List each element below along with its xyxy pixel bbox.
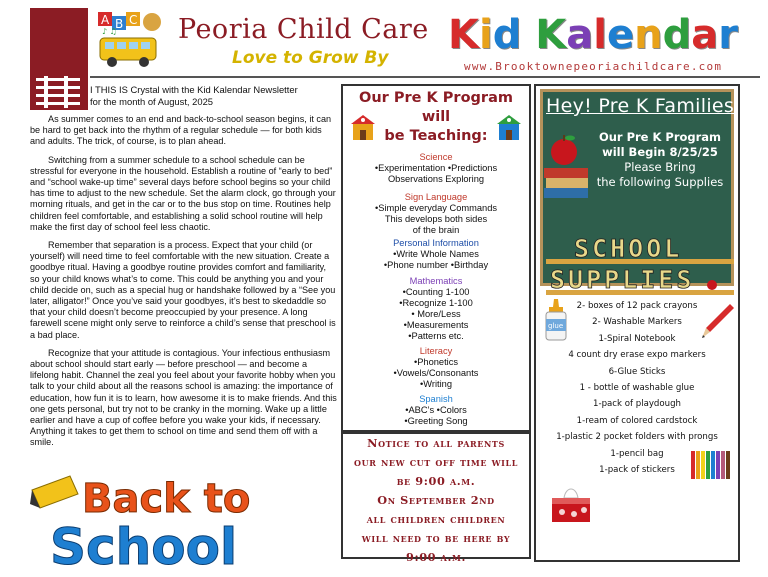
section-line: •Experimentation •Predictions [374,163,498,173]
section-line: Observations Exploring [387,174,485,184]
section-heading: Spanish [419,394,453,404]
section-line: • More/Less [411,309,461,319]
title-letter [521,12,535,58]
title-letter: d [492,12,522,58]
schoolhouse-icon [350,114,376,147]
abc-bus-logo [92,8,168,74]
tagline: Love to Grow By [232,48,389,68]
chalkboard-title: Hey! Pre K Families [546,95,735,117]
program-title-line: Our Pre K Program will [359,90,513,125]
section-heading: Science [419,152,453,162]
supply-item: 1-plastic 2 pocket folders with prongs [556,432,718,443]
title-letter: n [634,12,663,58]
chalk-line: Please Bring [624,160,696,174]
section-line: •Greeting Song [404,416,468,426]
section-line: •Patterns etc. [408,331,464,341]
notice-line: be 9:00 a.m. [396,474,476,488]
art-line-2: School [50,518,238,570]
notice-line: will need to be here by [361,531,511,545]
program-section [343,238,529,271]
supply-item: 1-pack of playdough [593,399,681,410]
section-line: •Recognize 1-100 [399,298,473,308]
supply-item: 4 count dry erase expo markers [568,350,706,361]
supplies-row-1: SCHOOL [574,234,683,263]
section-line: •Phone number •Birthday [383,260,489,270]
apple-books-icon [542,132,590,204]
section-line: •ABC’s •Colors [405,405,467,415]
section-line: This develops both sides [384,214,488,224]
header-red-block [30,74,88,110]
back-to-school-art [30,470,344,570]
chalk-line: the following Supplies [596,175,724,189]
cutoff-notice [343,434,529,567]
chalk-line: Our Pre K Program [598,130,722,144]
header-divider [90,76,760,78]
title-letter: i [479,12,493,58]
website-link[interactable]: www.Brooktownepeoriachildcare.com [464,60,723,73]
title-letter: l [593,12,608,58]
center-name: Peoria Child Care [178,14,429,45]
supplies-row-2: SUPPLIES [550,265,695,294]
section-line: •Simple everyday Commands [374,203,498,213]
header-red-bar [30,8,88,74]
intro-line: for the month of August, 2025 [90,96,214,107]
supply-item: 1-Spiral Notebook [598,333,676,344]
article-paragraph: Recognize that your attitude is contagious. Your infectious enthusiasm about school should start early — before preschool — and become a lifelong habit. Channel the zeal you feel about your favorite hobby when you talk to your child about all the reasons school is amazing: the importance of education, how fun it is to learn, how awesome it is to make friends. And this one gets personal, but try not to be cranky in the morning. Wake up a little earlier and have a cup of coffee before you wake your kids, if necessary. Anything it takes to get them to school on time and send them off with a smile. [30,347,337,448]
section-heading: Mathematics [409,276,463,286]
bar-lines-decoration [30,74,88,110]
notice-line: Notice to all parents [367,436,505,450]
article-body [30,114,338,456]
chalk-line: will Begin 8/25/25 [602,145,718,159]
supply-item: 1-ream of colored cardstock [576,415,698,426]
notice-line: our new cut off time will [354,455,518,469]
title-letter: a [566,12,594,58]
newsletter-title [448,12,738,58]
supply-item: 6-Glue Sticks [608,366,666,377]
title-letter: K [448,12,479,58]
section-heading: Literacy [419,346,453,356]
program-section [343,152,529,185]
svg-text:B: B [115,17,124,31]
supply-item: 2- Washable Markers [592,317,682,328]
title-letter: K [535,12,567,58]
svg-text:C: C [129,13,138,27]
tissue-box-icon [548,484,594,526]
section-line: •Measurements [403,320,469,330]
notice-line: On September 2nd [377,493,495,507]
program-section [343,276,529,342]
supply-item: 2- boxes of 12 pack crayons [576,301,698,311]
section-heading: Sign Language [404,192,468,202]
article-paragraph: Remember that separation is a process. Expect that your child (or yourself) will need time to feel comfortable with the new situation. Create a goodbye ritual. Having a goodbye routine provides comfort and familiarity, so your child knows what’s to come. This could be anything you and your child decide on, such as a special hug or handshake followed by a “See you later, alligator!” Once you’ve said your goodbyes, it’s best to skedaddle so that your child doesn’t become preoccupied by your presence. A long farewell scene might only serve to reinforce a child’s sense that preschool is a bad place. [30,240,336,340]
program-title-line: be Teaching: [384,128,488,144]
section-line: •Vowels/Consonants [393,368,479,378]
program-section [343,394,529,427]
supply-item: 1 - bottle of washable glue [579,383,695,394]
title-letter: e [607,12,635,58]
title-letter: a [691,12,719,58]
intro-text [90,84,330,108]
notice-line: all children children [366,512,506,526]
program-section [343,192,529,236]
intro-line: I THIS IS Crystal with the Kid Kalendar Newsletter [90,84,298,95]
section-line: •Write Whole Names [393,249,479,259]
svg-text:A: A [101,13,110,27]
supply-item: 1-pack of stickers [599,465,675,476]
title-letter: r [718,12,739,58]
glue-label: glue [548,322,564,330]
article-paragraph: Switching from a summer schedule to a school schedule can be stressful for everyone in the household. Establish a routine of “early to bed” and “school wake-up time” several days before school begins so your child has time to adjust to the new schedule. Set the alarm clock, go through your morning rituals, and get in the car or to the bus stop on time. Routines help children feel comfortable, and establishing a solid school routine will help make the first day of school feel less chaotic. [30,154,336,232]
school-supplies-art [546,230,734,296]
section-line: of the brain [412,225,460,235]
notice-line: 9:00 a.m. [405,550,466,564]
svg-text:♪ ♫: ♪ ♫ [102,27,117,36]
supply-item: 1-pencil bag [610,448,664,459]
section-line: •Phonetics [413,357,459,367]
art-line-1: Back to [82,476,251,522]
title-letter: d [662,12,692,58]
program-section [343,346,529,390]
chalkboard-message [588,130,732,190]
section-line: •Counting 1-100 [402,287,470,297]
schoolhouse-icon [496,114,522,147]
section-line: •Writing [419,379,452,389]
section-heading: Personal Information [393,238,479,248]
article-paragraph: As summer comes to an end and back-to-school season begins, it can be hard to get back into the rhythm of a regular schedule — for both kids and adults. The trick, of course, is to plan ahead. [30,114,332,147]
colored-pencils-icon [690,447,732,481]
